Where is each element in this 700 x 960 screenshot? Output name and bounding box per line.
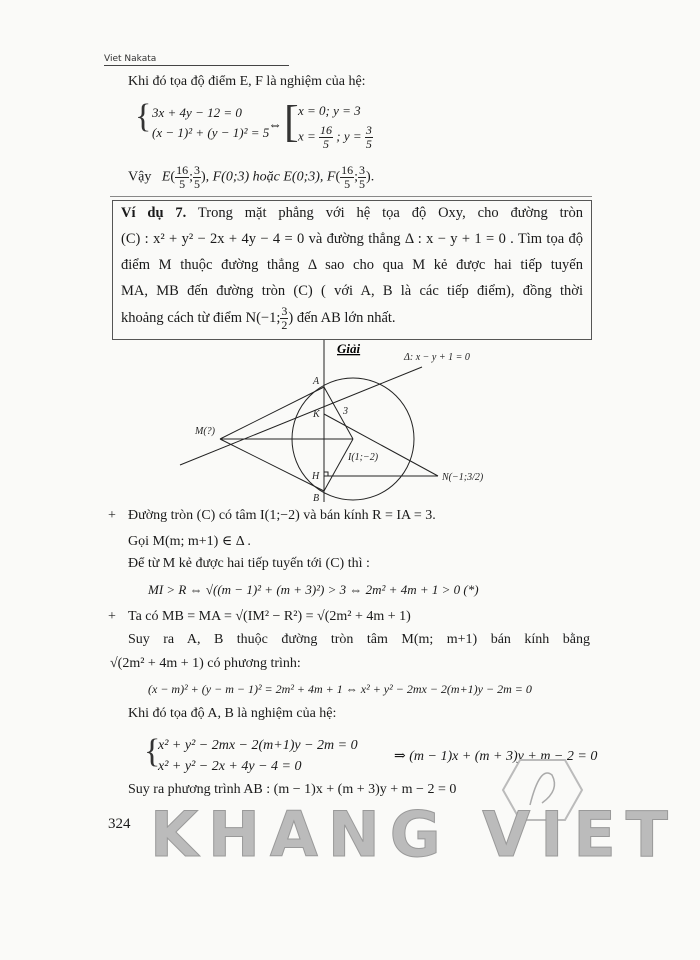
- solution-line-6: Suy ra A, B thuộc đường tròn tâm M(m; m+1) bán kính bằng: [128, 632, 590, 647]
- page-number: 324: [108, 816, 131, 832]
- solution-1: x = 0; y = 3: [298, 103, 361, 118]
- segment-ia: [324, 387, 353, 439]
- solution-line-10: Suy ra phương trình AB : (m − 1)x + (m + 3)y + m − 2 = 0: [128, 782, 457, 797]
- example-line-1: Ví dụ 7. Trong mặt phẳng với hệ tọa độ Oxy, cho đường tròn: [121, 205, 583, 221]
- label-b: B: [313, 493, 320, 504]
- label-m: M(?): [195, 426, 215, 437]
- label-radius: 3: [343, 406, 348, 417]
- system-eq-2: (x − 1)² + (y − 1)² = 5: [152, 125, 270, 140]
- conclusion: Vậy E( $\frac{16}{5}$ ; $\frac{3}{5}$ ), F(0;3) hoặc E(0;3), F( $\frac{16}{5}$ ; $\frac{3}{5}$ ).: [128, 163, 375, 191]
- solution-line-9: Khi đó tọa độ A, B là nghiệm của hệ:: [128, 706, 337, 721]
- example-line-3: điểm M thuộc đường thẳng Δ sao cho qua M kẻ được hai tiếp tuyến: [121, 257, 583, 273]
- solution-line-5: Ta có MB = MA = √(IM² − R²) = √(2m² + 4m + 1): [128, 609, 411, 624]
- solution-line-4: MI > R ⇔ √((m − 1)² + (m + 3)²) > 3 ⇔ 2m² + 4m + 1 > 0 (*): [148, 582, 479, 597]
- solution-line-7: √(2m² + 4m + 1) có phương trình:: [110, 656, 301, 671]
- equiv-symbol: ⇔: [268, 118, 282, 133]
- label-a: A: [313, 376, 320, 387]
- system-eq-1: 3x + 4y − 12 = 0: [152, 105, 242, 120]
- solution-line-8: (x − m)² + (y − m − 1)² = 2m² + 4m + 1 ⇔ x² + y² − 2mx − 2(m+1)y − 2m = 0: [148, 682, 532, 696]
- watermark: KHANG VIET: [150, 798, 678, 871]
- right-angle-mark: [324, 472, 328, 476]
- system-brace-2: {: [144, 733, 161, 770]
- label-k: K: [313, 409, 320, 420]
- segment-ib: [324, 439, 353, 491]
- segment-kn: [324, 414, 438, 476]
- example-line-2: (C) : x² + y² − 2x + 4y − 4 = 0 và đường thẳng Δ : x − y + 1 = 0 . Tìm tọa độ: [121, 231, 583, 247]
- solution-heading: Giải: [337, 341, 361, 356]
- system2-eq-1: x² + y² − 2mx − 2(m+1)y − 2m = 0: [158, 738, 358, 753]
- delta-line: [180, 367, 422, 465]
- running-header: Viet Nakata: [104, 54, 289, 66]
- system-brace: {: [135, 98, 152, 135]
- label-n: N(−1;3/2): [442, 472, 484, 483]
- system2-result: ⇒ (m − 1)x + (m + 3)y + m − 2 = 0: [394, 749, 598, 764]
- system2-eq-2: x² + y² − 2x + 4y − 4 = 0: [158, 759, 302, 774]
- example-line-4: MA, MB đến đường tròn (C) ( với A, B là các tiếp điểm), đồng thời: [121, 283, 583, 299]
- label-i: I(1;−2): [348, 452, 379, 463]
- intro-text: Khi đó tọa độ điểm E, F là nghiệm của hệ:: [128, 74, 366, 89]
- delta-label: Δ: x − y + 1 = 0: [404, 352, 470, 363]
- example-line-5: khoảng cách từ điểm N(−1; $\frac{3}{2}$ ) đến AB lớn nhất.: [121, 304, 396, 332]
- solution-line-1: Đường tròn (C) có tâm I(1;−2) và bán kính R = IA = 3.: [128, 508, 436, 523]
- solution-2: x = $\frac{16}{5}$ ; y = $\frac{3}{5}$: [298, 123, 372, 151]
- tangent-mb: [220, 439, 324, 491]
- solution-line-2: Gọi M(m; m+1) ∈ Δ .: [128, 534, 251, 549]
- bullet-2: +: [108, 609, 116, 624]
- solution-line-3: Để từ M kẻ được hai tiếp tuyến tới (C) thì :: [128, 556, 370, 571]
- label-h: H: [312, 471, 320, 482]
- solution-bracket: [: [284, 97, 299, 146]
- bullet-1: +: [108, 508, 116, 523]
